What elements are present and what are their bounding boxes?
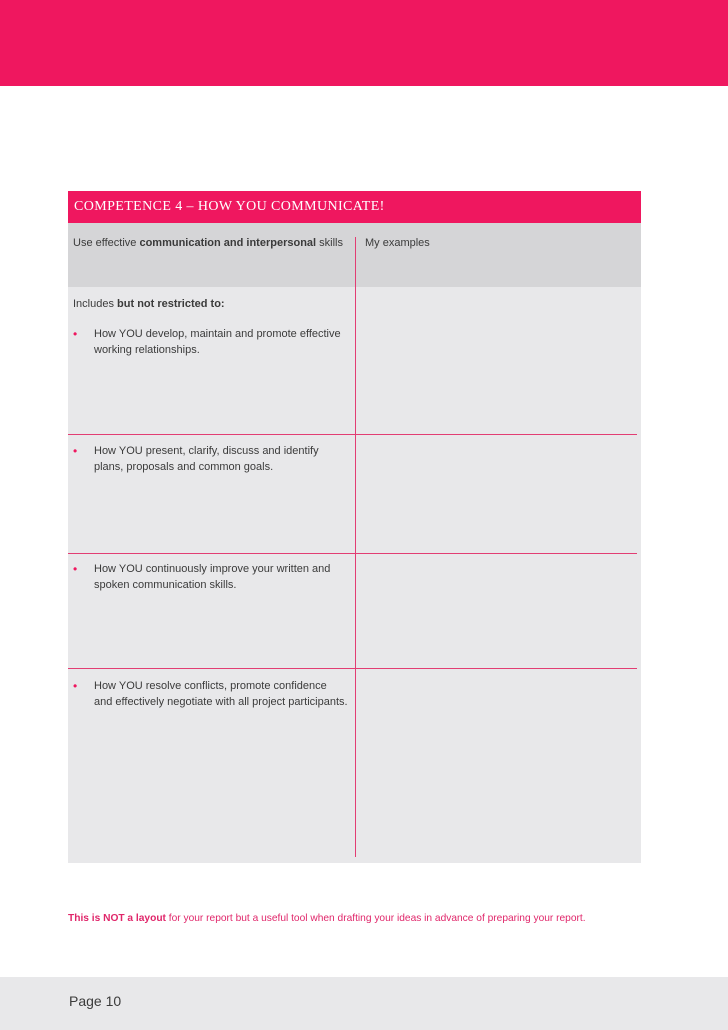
form-title: COMPETENCE 4 – HOW YOU COMMUNICATE! <box>68 191 641 223</box>
header-left-suffix: skills <box>316 237 343 249</box>
header-band <box>0 0 728 86</box>
usage-note-bold: This is NOT a layout <box>68 913 166 924</box>
includes-prefix: Includes <box>73 298 118 310</box>
header-left-prefix: Use effective <box>73 237 140 249</box>
bullet-mark: • <box>73 562 78 576</box>
bullet-item-3 <box>73 561 348 593</box>
page-number: Page 10 <box>69 993 122 1009</box>
bullet-mark: • <box>73 679 78 693</box>
usage-note <box>68 913 586 924</box>
bullet-text: How YOU continuously improve your written and spoken communication skills. <box>94 563 331 591</box>
row-separator <box>68 668 637 669</box>
row-separator <box>68 553 637 554</box>
includes-label <box>73 298 225 310</box>
my-examples-header: My examples <box>365 237 430 249</box>
bullet-mark: • <box>73 444 78 458</box>
bullet-mark: • <box>73 327 78 341</box>
header-left-text <box>73 237 343 249</box>
bullet-item-4 <box>73 678 348 710</box>
column-divider <box>355 237 356 857</box>
usage-note-text: for your report but a useful tool when drafting your ideas in advance of preparing your report. <box>165 913 586 924</box>
bullet-item-1 <box>73 326 348 358</box>
bullet-text: How YOU resolve conflicts, promote confidence and effectively negotiate with all project participants. <box>94 680 348 708</box>
bullet-text: How YOU develop, maintain and promote effective working relationships. <box>94 328 341 356</box>
competence-form-table <box>68 191 641 863</box>
bullet-item-2 <box>73 443 348 475</box>
bullet-text: How YOU present, clarify, discuss and identify plans, proposals and common goals. <box>94 445 319 473</box>
row-separator <box>68 434 637 435</box>
includes-bold: but not restricted to: <box>117 298 225 310</box>
header-left-bold: communication and interpersonal <box>139 237 317 249</box>
